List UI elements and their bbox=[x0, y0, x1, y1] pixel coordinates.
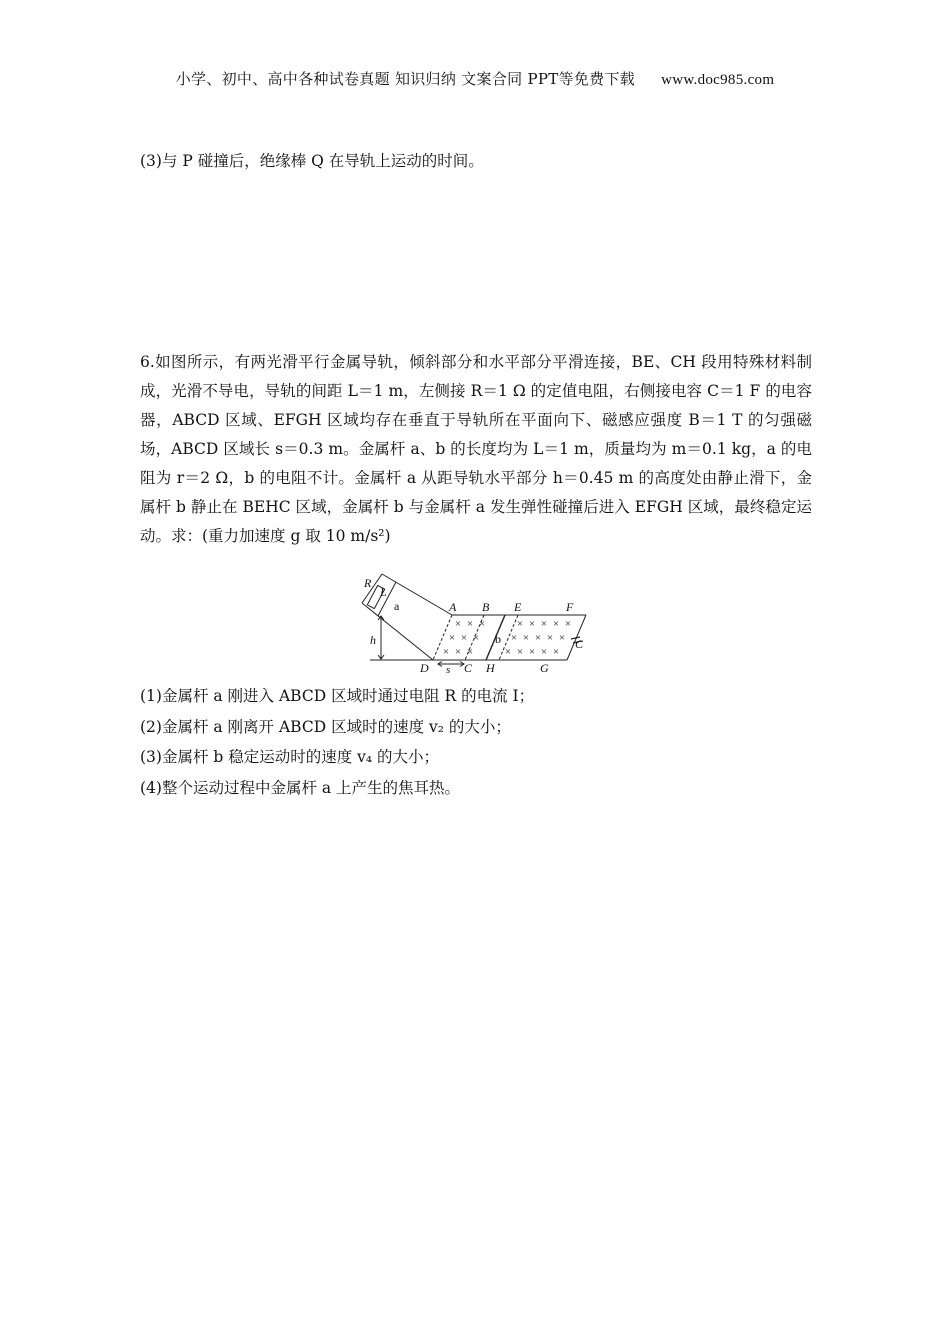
label-C-point: C bbox=[464, 661, 473, 675]
label-D: D bbox=[420, 661, 429, 675]
field-cross: × bbox=[540, 646, 548, 658]
field-cross: × bbox=[516, 618, 524, 630]
field-cross: × bbox=[472, 632, 480, 644]
field-cross: × bbox=[528, 618, 536, 630]
label-B: B bbox=[482, 600, 490, 614]
header-site-url: www.doc985.com bbox=[661, 72, 775, 88]
subquestion-list bbox=[140, 681, 812, 803]
label-R: R bbox=[364, 576, 372, 590]
page-header bbox=[0, 68, 950, 89]
problem-6-statement bbox=[140, 348, 812, 551]
label-E: E bbox=[514, 600, 522, 614]
field-cross: × bbox=[454, 618, 462, 630]
rail-circuit-diagram bbox=[360, 570, 590, 678]
field-cross: × bbox=[516, 646, 524, 658]
field-cross: × bbox=[564, 618, 572, 630]
field-cross: × bbox=[546, 632, 554, 644]
subquestion-3: (3)金属杆 b 稳定运动时的速度 v₄ 的大小； bbox=[140, 748, 440, 766]
field-cross: × bbox=[552, 618, 560, 630]
label-F: F bbox=[566, 600, 574, 614]
field-cross: × bbox=[442, 646, 450, 658]
label-s: s bbox=[446, 664, 451, 676]
subquestion-4: (4)整个运动过程中金属杆 a 上产生的焦耳热。 bbox=[140, 778, 461, 797]
field-cross: × bbox=[534, 632, 542, 644]
field-cross: × bbox=[528, 646, 536, 658]
field-cross: × bbox=[504, 646, 512, 658]
field-cross: × bbox=[466, 646, 474, 658]
label-G: G bbox=[540, 661, 549, 675]
problem-6-text: 6.如图所示，有两光滑平行金属导轨，倾斜部分和水平部分平滑连接，BE、CH 段用特殊材料制成，光滑不导电，导轨的间距 L＝1 m，左侧接 R＝1 Ω 的定值电阻，右侧接电容 C＝1 F 的电容器，ABCD 区域、EFGH 区域均存在垂直于导轨所在平面向下、磁感应强度 B＝1 T 的匀强磁场，ABCD 区域长 s＝0.3 m。金属杆 a、b 的长度均为 L＝1 m，质量均为 m＝0.1 kg，a 的电阻为 r＝2 Ω，b 的电阻不计。金属杆 a 从距导轨水平部分 h＝0.45 m 的高度处由静止滑下，金属杆 b 静止在 BEHC 区域，金属杆 b 与金属杆 a 发生弹性碰撞后进入 EFGH 区域，最终稳定运动。求：(重力加速度 g 取 10 m/s²) bbox=[140, 353, 812, 545]
field-cross: × bbox=[552, 646, 560, 658]
subquestion-1: (1)金属杆 a 刚进入 ABCD 区域时通过电阻 R 的电流 I； bbox=[140, 687, 535, 705]
label-C-capacitor: C bbox=[575, 637, 584, 651]
field-cross: × bbox=[466, 618, 474, 630]
field-cross: × bbox=[460, 632, 468, 644]
field-cross: × bbox=[454, 646, 462, 658]
label-h: h bbox=[370, 633, 376, 647]
subquestion-2: (2)金属杆 a 刚离开 ABCD 区域时的速度 v₂ 的大小； bbox=[140, 717, 511, 736]
field-cross: × bbox=[522, 632, 530, 644]
label-A: A bbox=[449, 600, 457, 614]
field-cross: × bbox=[448, 632, 456, 644]
label-L: L bbox=[380, 585, 387, 599]
label-rod-a: a bbox=[394, 599, 400, 613]
header-banner-text: 小学、初中、高中各种试卷真题 知识归纳 文案合同 PPT等免费下载 bbox=[175, 70, 636, 88]
label-rod-b: b bbox=[495, 632, 501, 646]
field-cross: × bbox=[478, 618, 486, 630]
field-cross: × bbox=[558, 632, 566, 644]
field-cross: × bbox=[540, 618, 548, 630]
field-cross: × bbox=[510, 632, 518, 644]
previous-question-part-3: (3)与 P 碰撞后，绝缘棒 Q 在导轨上运动的时间。 bbox=[140, 152, 484, 170]
label-H: H bbox=[486, 661, 495, 675]
